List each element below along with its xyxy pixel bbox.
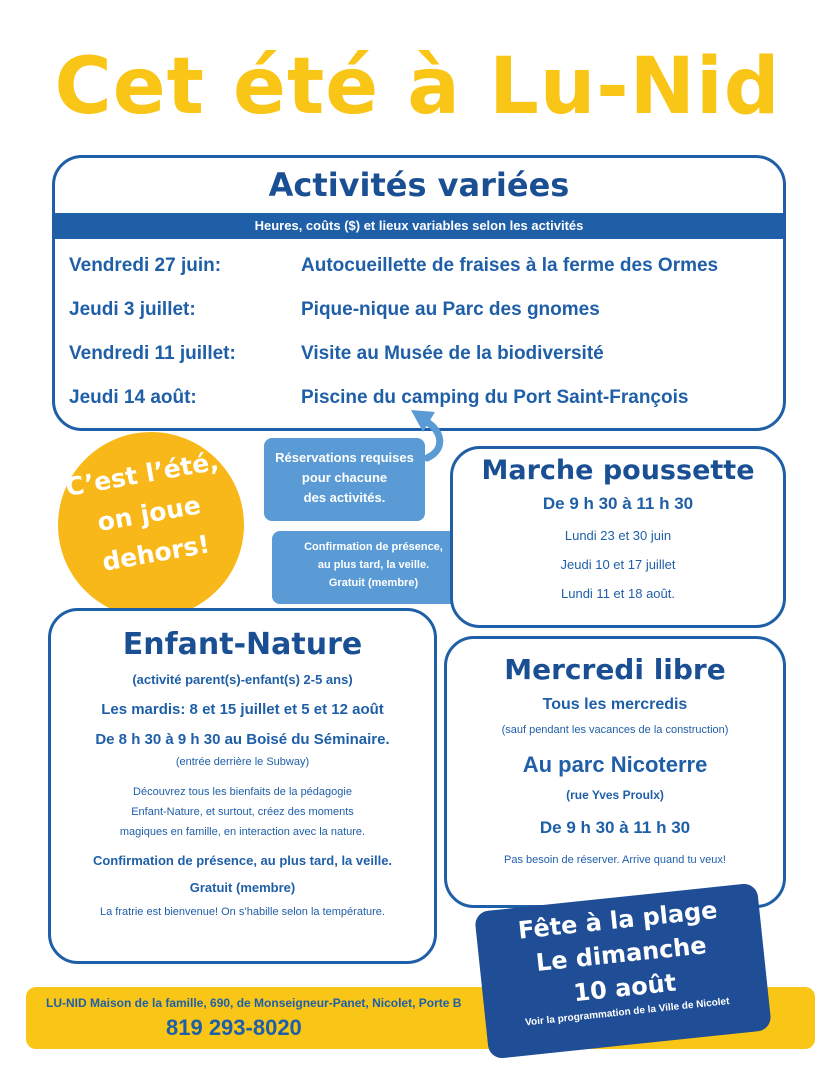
enfant-confirm: Confirmation de présence, au plus tard, la veille. [92,853,393,868]
enfant-note: La fratrie est bienvenue! On s’habille selon la température. [100,906,385,918]
enfant-entrance: (entrée derrière le Subway) [175,756,310,768]
mercredi-note: Pas besoin de réserver. Arrive quand tu veux! [504,854,726,866]
activity-name: Autocueillette de fraises à la ferme des Ormes [301,255,719,276]
mercredi-heading: Mercredi libre [504,653,726,686]
enfant-days: Les mardis: 8 et 15 juillet et 5 et 12 août [101,701,384,718]
enfant-desc-line: Découvrez tous les bienfaits de la pédagogie [133,786,352,798]
sun-line: C’est l’été, [63,446,221,502]
sun-line: on joue [95,490,203,538]
enfant-desc-line: magiques en famille, en interaction avec la nature. [119,826,366,838]
activity-date: Vendredi 27 juin: [69,255,222,276]
confirmation-note [272,531,475,604]
enfant-subtitle: (activité parent(s)-enfant(s) 2-5 ans) [132,672,353,687]
enfant-free: Gratuit (membre) [189,880,296,895]
fete-line: Le dimanche [534,931,708,977]
page-title: Cet été à Lu-Nid [54,42,781,132]
enfant-description [51,782,434,842]
footer-address: LU-NID Maison de la famille, 690, de Monseigneur-Panet, Nicolet, Porte B [46,996,462,1010]
marche-date: Lundi 11 et 18 août. [561,586,675,601]
footer-phone: 819 293-8020 [166,1015,302,1040]
fete-line: 10 août [572,968,678,1008]
activites-heading: Activités variées [268,166,570,204]
activity-date: Vendredi 11 juillet: [69,343,236,364]
marche-hours: De 9 h 30 à 11 h 30 [542,494,694,513]
mercredi-street: (rue Yves Proulx) [566,788,664,802]
marche-heading: Marche poussette [481,455,755,486]
activity-date: Jeudi 14 août: [69,387,197,408]
enfant-desc-line: Enfant-Nature, et surtout, créez des moments [131,806,354,818]
activity-date: Jeudi 3 juillet: [69,299,196,320]
activity-row [69,387,688,409]
mercredi-park: Au parc Nicoterre [522,752,708,777]
enfant-place: De 8 h 30 à 9 h 30 au Boisé du Séminaire. [95,731,390,748]
reservations-line: pour chacune [301,470,388,485]
marche-section [450,446,786,628]
reservations-note [264,438,425,521]
marche-date: Jeudi 10 et 17 juillet [560,557,676,572]
activites-section [52,155,786,431]
activity-row [69,343,604,365]
activity-row [69,299,600,321]
confirmation-line: Gratuit (membre) [328,577,419,589]
reservations-line: des activités. [303,490,386,505]
activity-name: Piscine du camping du Port Saint-François [301,387,689,408]
marche-date: Lundi 23 et 30 juin [564,528,672,543]
enfant-section [48,608,437,964]
enfant-heading: Enfant-Nature [122,627,363,662]
mercredi-hours: De 9 h 30 à 11 h 30 [539,818,691,837]
fete-plage-badge [474,883,772,1060]
fete-line: Fête à la plage [516,895,719,945]
confirmation-line: Confirmation de présence, [304,541,443,553]
sun-badge [43,417,258,632]
mercredi-section [444,636,786,908]
reservations-line: Réservations requises [275,450,414,465]
confirmation-line: au plus tard, la veille. [317,559,430,571]
sun-line: dehors! [100,529,212,577]
activity-name: Visite au Musée de la biodiversité [301,343,604,364]
activites-band: Heures, coûts ($) et lieux variables selon les activités [52,213,786,239]
mercredi-when: Tous les mercredis [542,696,688,713]
mercredi-except: (sauf pendant les vacances de la construction) [501,724,729,736]
activity-row [69,255,718,277]
fete-link-text: Voir la programmation de la Ville de Nicolet [524,996,730,1029]
activity-name: Pique-nique au Parc des gnomes [301,299,600,320]
